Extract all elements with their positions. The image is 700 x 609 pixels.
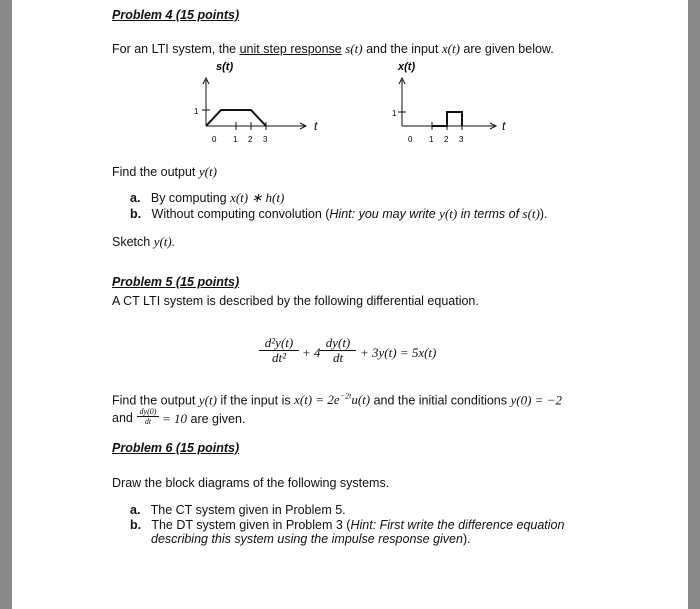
problem4-heading: Problem 4 (15 points) (112, 8, 240, 22)
problem6-item-b-cont: describing this system using the impulse response given). (151, 532, 471, 546)
problem4-find: Find the output y(t) (112, 164, 217, 179)
graph-x-xtick: 2 (444, 135, 449, 144)
graph-s-xtick: 3 (263, 135, 268, 144)
problem5-heading: Problem 5 (15 points) (112, 275, 240, 289)
graph-s-xtick: 1 (233, 135, 238, 144)
problem5-intro: A CT LTI system is described by the following differential equation. (112, 294, 479, 308)
problem6-item-b: b. The DT system given in Problem 3 (Hint: First write the difference equation (130, 518, 565, 532)
problem6-intro: Draw the block diagrams of the following systems. (112, 476, 390, 490)
problem4-item-a: a. By computing x(t) ∗ h(t) (130, 190, 285, 205)
problem4-item-b: b. Without computing convolution (Hint: you may write y(t) in terms of s(t)). (130, 206, 548, 221)
graph-s-axis-label: t (314, 119, 318, 133)
unit-step-response-term: unit step response (239, 42, 342, 56)
graph-x-xtick: 1 (429, 135, 434, 144)
problem5-line1: Find the output y(t) if the input is $x(t) = 2e^{-2t}u(t)$ and the initial conditions y(0) = −2 (112, 392, 562, 408)
graph-s-title: s(t) (216, 61, 234, 73)
graph-s-ytick: 1 (194, 107, 199, 116)
graph-x-xtick: 0 (408, 135, 413, 144)
problem4-sketch: Sketch y(t). (112, 234, 175, 249)
problem6-item-a: a. The CT system given in Problem 5. (130, 503, 346, 517)
problem6-heading: Problem 6 (15 points) (112, 441, 240, 455)
graph-x-ytick: 1 (392, 109, 397, 118)
problem4-intro: For an LTI system, the unit step response s(t) and the input x(t) are given below. (112, 41, 554, 56)
graph-x-xtick: 3 (459, 135, 464, 144)
input-signal-graph (384, 58, 524, 150)
graph-x-title: x(t) (398, 61, 416, 73)
graph-s-xtick: 2 (248, 135, 253, 144)
graph-s-xtick: 0 (212, 135, 217, 144)
graph-x-axis-label: t (502, 119, 506, 133)
step-response-graph (192, 58, 332, 150)
document-page: Problem 4 (15 points) For an LTI system, the unit step response s(t) and the input x(t) are given below. s(t) 1 0 1 2 3 t x(t) 1 0 1 2 3 t Find the output y(t) a. By computing x(t) ∗ h(t) b. Without computing convolution (Hint: you may write y(t) in terms of s(t)). Sketch y(t). Problem 5 (15 points) A CT LTI system is described by the following differential equation. $\frac{\text{d²y(t)}}{\text{dt²}}$ + 4 $\frac{dy(t)}{dt}$ + 3y(t) = 5x(t) Find the output y(t) if the input is $x(t) = 2e^{-2t}u(t)$ and the initial conditions y(0) = −2 and $\frac{dy(0)}{dt}$ = 10 are given. Problem 6 (15 points) Draw the block diagrams of the following systems. a. The CT system given in Problem 5. b. The DT system given in Problem 3 (Hint: First write the difference equation describing this system using the impulse response given). (12, 0, 688, 609)
